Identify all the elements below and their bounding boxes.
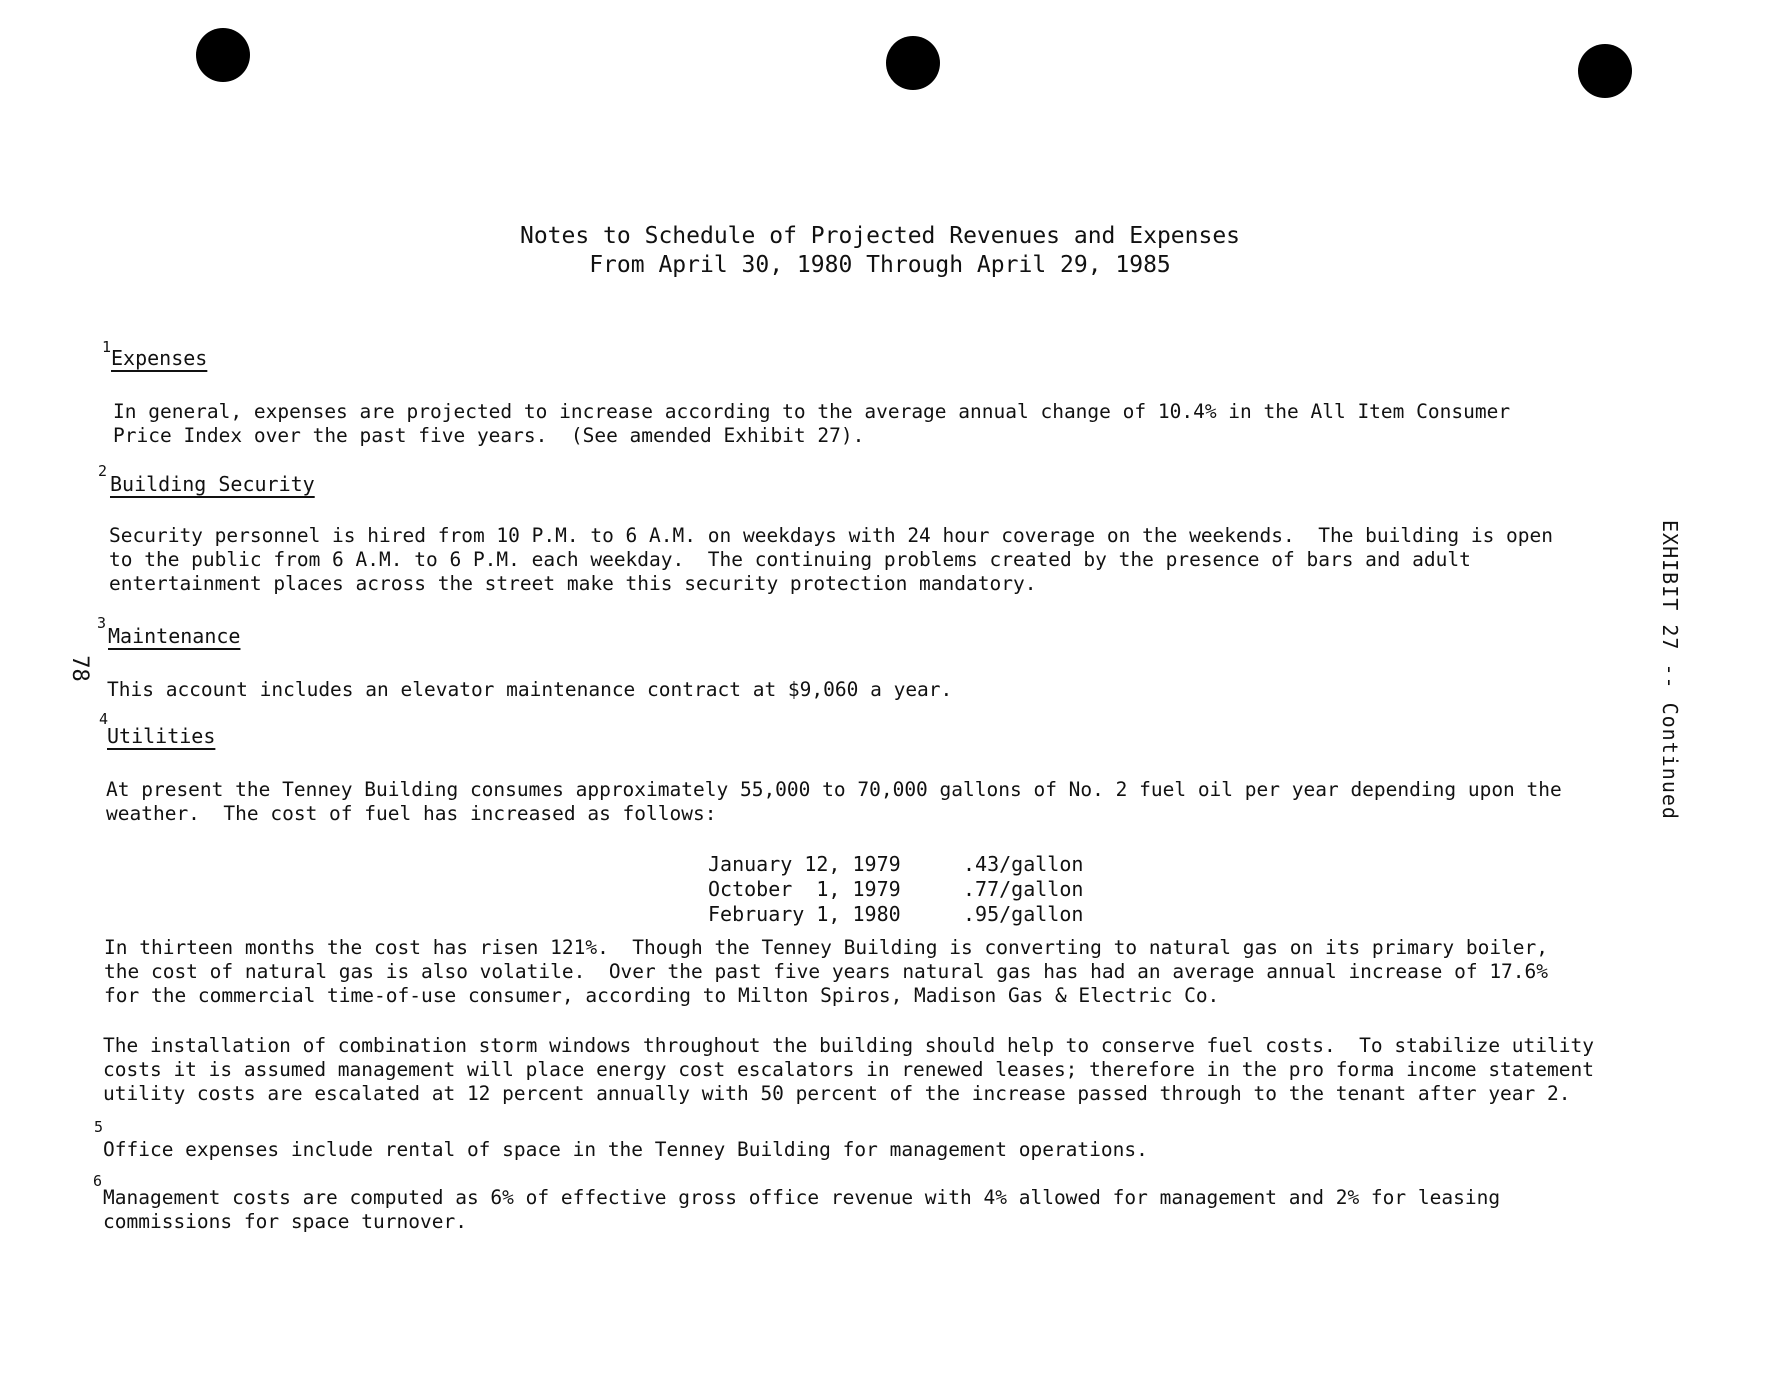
fuel-cost-date: February 1, 1980 [708, 902, 901, 926]
note-number: 1 [102, 338, 112, 356]
fuel-cost-price: .43/gallon [963, 852, 1084, 876]
fuel-cost-table [708, 852, 1083, 927]
note-paragraph-building-security: Security personnel is hired from 10 P.M. to 6 A.M. on weekdays with 24 hour coverage on the weekends. The building is open to the public from 6 A.M. to 6 P.M. each weekday. The continuing problems created by the presence of bars and adult entertainment places across the street make this security protection mandatory. [109, 524, 1554, 595]
fuel-cost-row [708, 852, 1083, 877]
note-number: 2 [98, 462, 108, 480]
note-heading-expenses: Expenses [111, 346, 208, 370]
fuel-cost-price: .95/gallon [963, 902, 1084, 926]
note-paragraph-maintenance: This account includes an elevator maintenance contract at $9,060 a year. [107, 678, 953, 701]
binder-hole-left [196, 28, 250, 82]
fuel-cost-date: January 12, 1979 [708, 852, 901, 876]
document-title [0, 222, 1770, 280]
note-paragraph-utilities-cost-rise: In thirteen months the cost has risen 121%. Though the Tenney Building is converting to natural gas on its primary boiler, the cost of natural gas is also volatile. Over the past five years natural gas has had an average annual increase of 17.6% for the commercial time-of-use consumer, according to Milton Spiros, Madison Gas & Electric Co. [104, 936, 1549, 1007]
binder-hole-center [886, 36, 940, 90]
note-number: 3 [97, 614, 107, 632]
binder-hole-right [1578, 44, 1632, 98]
exhibit-side-label: EXHIBIT 27 -- Continued [1658, 520, 1682, 820]
note-number: 4 [99, 710, 109, 728]
fuel-cost-date: October 1, 1979 [708, 877, 901, 901]
fuel-cost-price: .77/gallon [963, 877, 1084, 901]
note-heading-utilities: Utilities [107, 724, 216, 748]
fuel-cost-row [708, 877, 1083, 902]
note-heading-building-security: Building Security [110, 472, 315, 496]
note-paragraph-expenses: In general, expenses are projected to increase according to the average annual change of 10.4% in the All Item Consumer Price Index over the past five years. (See amended Exhibit 27). [113, 400, 1511, 447]
note-heading-maintenance: Maintenance [108, 624, 241, 648]
page-number: 78 [66, 655, 92, 682]
title-line-1: Notes to Schedule of Projected Revenues and Expenses [519, 223, 1241, 249]
note-number: 6 [93, 1172, 103, 1190]
note-paragraph-utilities: At present the Tenney Building consumes approximately 55,000 to 70,000 gallons of No. 2 fuel oil per year depending upon the weather. The cost of fuel has increased as follows: [106, 778, 1562, 825]
note-paragraph-utilities-storm-windows: The installation of combination storm windows throughout the building should help to conserve fuel costs. To stabilize utility costs it is assumed management will place energy cost escalators in renewed leases; therefore in the pro forma income statement utility costs are escalated at 12 percent annually with 50 percent of the increase passed through to the tenant after year 2. [103, 1034, 1594, 1105]
note-number: 5 [94, 1118, 104, 1136]
title-line-2: From April 30, 1980 Through April 29, 1985 [589, 252, 1171, 278]
note-paragraph-management-costs: Management costs are computed as 6% of effective gross office revenue with 4% allowed for management and 2% for leasing commissions for space turnover. [103, 1186, 1501, 1233]
fuel-cost-row [708, 902, 1083, 927]
note-paragraph-office-expenses: Office expenses include rental of space in the Tenney Building for management operations. [103, 1138, 1148, 1161]
